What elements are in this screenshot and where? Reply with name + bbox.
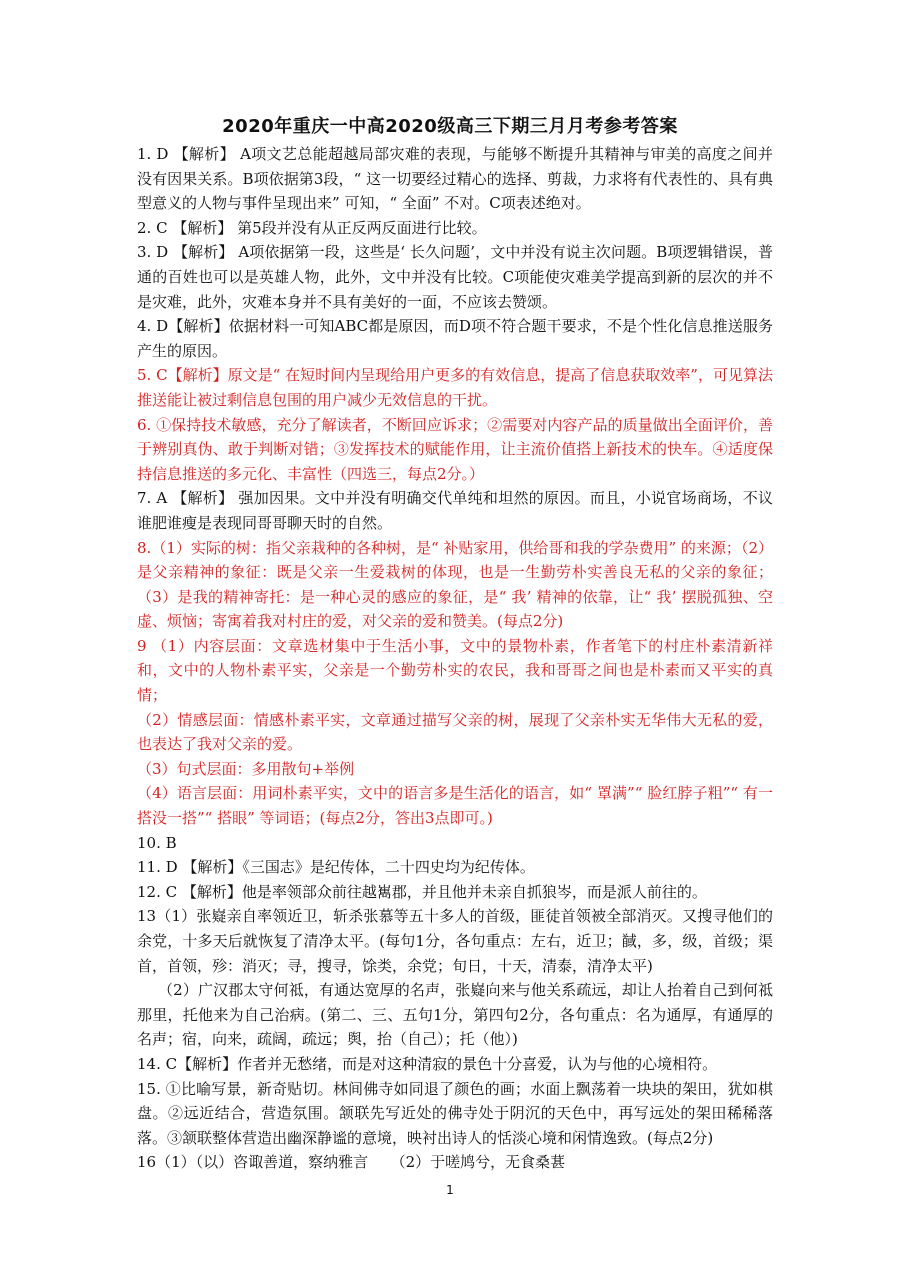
- answer-1: 1. D 【解析】 A项文艺总能超越局部灾难的表现，与能够不断提升其精神与审美的高度之间并没有因果关系。B项依据第3段，“ 这一切要经过精心的选择、剪裁，力求将有代表性的、具有典型意义的人物与事件呈现出来” 可知，“ 全面” 不对。C项表述绝对。: [137, 145, 773, 213]
- answer-5: 5. C【解析】原文是“ 在短时间内呈现给用户更多的有效信息，提高了信息获取效率”，可见算法推送能让被过剩信息包围的用户减少无效信息的干扰。: [137, 366, 773, 409]
- answer-9-emotion: （2）情感层面：情感朴素平实，文章通过描写父亲的树，展现了父亲朴实无华伟大无私的爱，也表达了我对父亲的爱。: [137, 710, 773, 754]
- answer-11: 11. D 【解析】《三国志》是纪传体，二十四史均为纪传体。: [137, 858, 535, 877]
- answer-7: 7. A 【解析】 强加因果。文中并没有明确交代单纯和坦然的原因。而且，小说官场商场，不议谁肥谁瘦是表现同哥哥聊天时的自然。: [137, 489, 773, 532]
- answer-13-part2: （2）广汉郡太守何祗，有通达宽厚的名声，张嶷向来与他关系疏远，却让人抬着自己到何祗那里，托他来为自己治病。(第二、三、五句1分，第四句2分，各句重点：名为通厚，有通厚的名声；宿，向来，疏阔，疏远；舆，抬（自己）；托（他）): [137, 981, 773, 1049]
- answer-16: 16（1）（以）咨诹善道，察纳雅言 （2）于嗟鸠兮，无食桑葚: [137, 1153, 566, 1172]
- document-title: 2020年重庆一中高2020级高三下期三月月考参考答案: [222, 116, 678, 137]
- answer-12: 12. C 【解析】他是率领部众前往越嶲郡，并且他并未亲自抓狼岑，而是派人前往的。: [137, 882, 707, 901]
- answer-2: 2. C 【解析】 第5段并没有从正反两反面进行比较。: [137, 218, 487, 237]
- answer-8: 8.（1）实际的树：指父亲栽种的各种树，是“ 补贴家用，供给哥和我的学杂费用” 的来源；（2）是父亲精神的象征：既是父亲一生爱栽树的体现，也是一生勤劳朴实善良无私的父亲的象征；（3）是我的精神寄托：是一种心灵的感应的象征，是“ 我’ 精神的依靠，让“ 我’ 摆脱孤独、空虚、烦恼；寄寓着我对村庄的爱，对父亲的爱和赞美。(每点2分): [137, 538, 773, 631]
- answer-9-language: （4）语言层面：用词朴素平实，文中的语言多是生活化的语言，如“ 罩满”“ 脸红脖子粗”“ 有一搭没一搭”“ 搭眼” 等词语；(每点2分，答出3点即可。): [137, 784, 773, 828]
- answer-15: 15. ①比喻写景，新奇贴切。林间佛寺如同退了颜色的画；水面上飘荡着一块块的架田，犹如棋盘。②远近结合，营造氛围。颔联先写近处的佛寺处于阴沉的天色中，再写远处的架田稀稀落落。③颔联整体营造出幽深静谧的意境，映衬出诗人的恬淡心境和闲情逸致。(每点2分): [137, 1079, 773, 1147]
- page-number: 1: [446, 1183, 454, 1197]
- answer-14: 14. C【解析】作者并无愁绪，而是对这种清寂的景色十分喜爱，认为与他的心境相符。: [137, 1054, 718, 1073]
- answer-6: 6. ①保持技术敏感，充分了解读者，不断回应诉求；②需要对内容产品的质量做出全面评价，善于辨别真伪、敢于判断对错；③发挥技术的赋能作用，让主流价值搭上新技术的快车。④适度保持信息推送的多元化、丰富性（四选三，每点2分。）: [137, 415, 773, 483]
- answer-list: [137, 142, 773, 1175]
- answer-9-content: 9 （1）内容层面：文章选材集中于生活小事，文中的景物朴素，作者笔下的村庄朴素清新祥和，文中的人物朴素平实，父亲是一个勤劳朴实的农民，我和哥哥之间也是朴素而又平实的真情；: [137, 636, 773, 705]
- answer-13-part1: 13（1）张嶷亲自率领近卫，斩杀张慕等五十多人的首级，匪徒首领被全部消灭。又搜寻他们的余党，十多天后就恢复了清净太平。(每句1分，各句重点：左右，近卫；馘，多，级，首级；渠首，首领，殄：消灭；寻，搜寻，馀类，余党；旬日，十天，清泰，清净太平): [137, 907, 773, 975]
- answer-10: 10. B: [137, 833, 177, 852]
- answer-3: 3. D 【解析】 A项依据第一段，这些是‘ 长久问题’，文中并没有说主次问题。B项逻辑错误，普通的百姓也可以是英雄人物，此外，文中并没有比较。C项能使灾难美学提高到新的层次的并不是灾难，此外，灾难本身并不具有美好的一面，不应该去赞颂。: [137, 243, 773, 311]
- answer-9-sentence: （3）句式层面：多用散句+举例: [137, 759, 355, 778]
- answer-4: 4. D【解析】依据材料一可知ABC都是原因，而D项不符合题干要求，不是个性化信息推送服务产生的原因。: [137, 317, 773, 360]
